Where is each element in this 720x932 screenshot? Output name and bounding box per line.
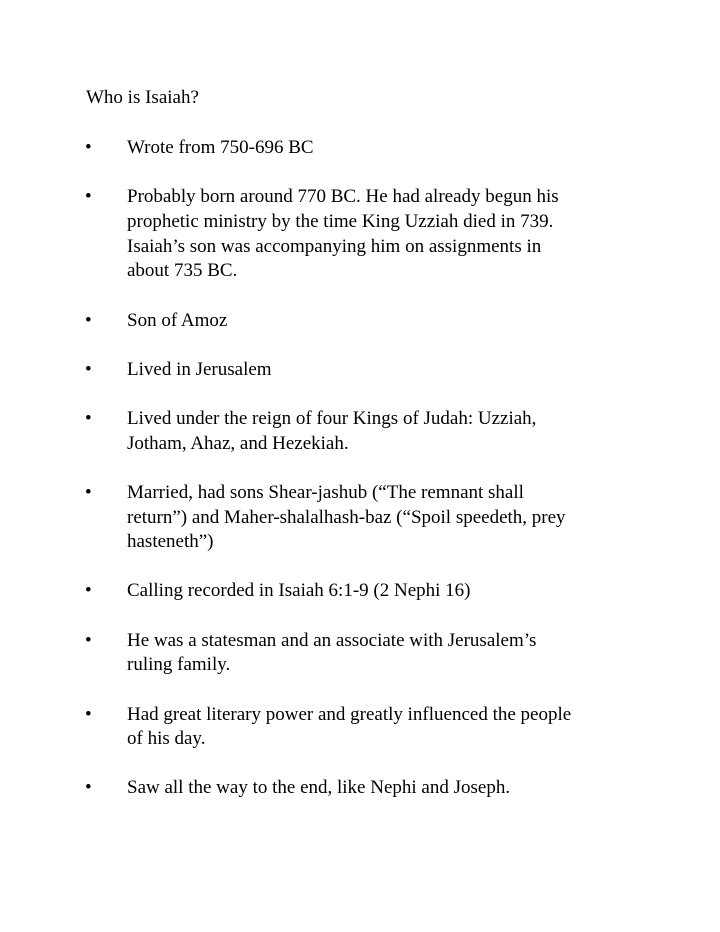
list-item-text: Married, had sons Shear-jashub (“The remnant shall return”) and Maher-shalalhash-baz (“Spoil speedeth, prey hasteneth”) [127, 481, 566, 553]
list-item-text: Wrote from 750-696 BC [127, 137, 314, 158]
bullet-list [0, 136, 720, 826]
list-item [0, 309, 720, 334]
bullet-icon: • [85, 481, 92, 503]
bullet-icon: • [85, 703, 92, 725]
bullet-icon: • [85, 407, 92, 429]
list-item [0, 358, 720, 383]
list-item [0, 481, 720, 555]
list-item-text: Calling recorded in Isaiah 6:1-9 (2 Nephi 16) [127, 580, 471, 602]
list-item-text: Had great literary power and greatly influenced the people of his day. [127, 703, 572, 750]
list-item [0, 407, 720, 456]
list-item [0, 776, 720, 801]
bullet-icon: • [85, 186, 92, 208]
list-item [0, 629, 720, 678]
page-title: Who is Isaiah? [86, 87, 199, 108]
bullet-icon: • [85, 629, 92, 651]
list-item-text: Probably born around 770 BC. He had already begun his prophetic ministry by the time King Uzziah died in 739. Isaiah’s son was accompanying him on assignments in about 735 BC. [127, 186, 559, 282]
bullet-icon: • [85, 580, 92, 602]
bullet-icon: • [85, 777, 92, 799]
bullet-icon: • [85, 137, 92, 158]
list-item-text: Son of Amoz [127, 309, 228, 331]
list-item [0, 579, 720, 604]
list-item [0, 136, 720, 161]
list-item-text: Lived under the reign of four Kings of Judah: Uzziah, Jotham, Ahaz, and Hezekiah. [127, 407, 537, 454]
list-item-text: He was a statesman and an associate with Jerusalem’s ruling family. [127, 629, 537, 676]
list-item [0, 185, 720, 284]
list-item-text: Lived in Jerusalem [127, 358, 272, 380]
bullet-icon: • [85, 358, 92, 380]
list-item-text: Saw all the way to the end, like Nephi and Joseph. [127, 777, 511, 799]
bullet-icon: • [85, 309, 92, 331]
list-item [0, 703, 720, 752]
